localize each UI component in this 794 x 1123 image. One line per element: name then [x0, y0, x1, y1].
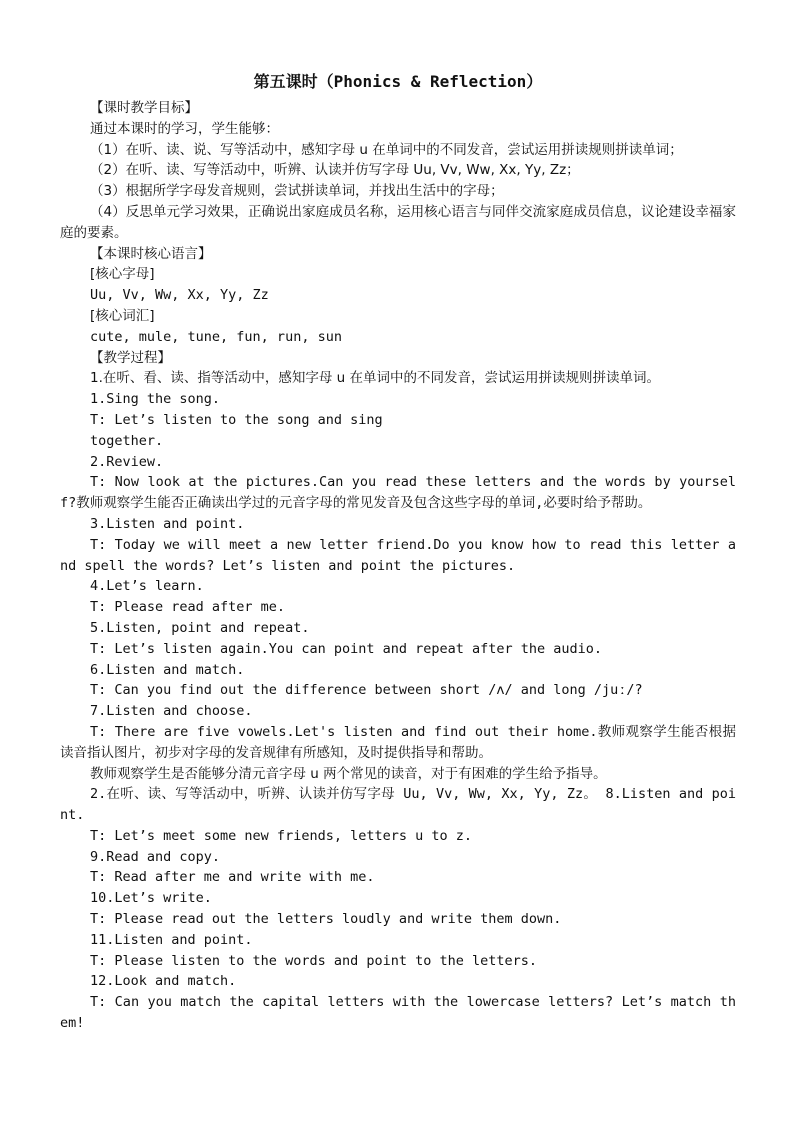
step-7-teacher-line: T: There are five vowels.Let's listen and find out their home.教师观察学生能否根据读音指认图片，初步对字母的发音规律有所感知，及时提供指导和帮助。 [60, 723, 736, 761]
objective-4: （4）反思单元学习效果，正确说出家庭成员名称，运用核心语言与同伴交流家庭成员信息，议论建设幸福家庭的要素。 [60, 203, 736, 241]
core-vocabulary: cute, mule, tune, fun, run, sun [90, 328, 342, 345]
step-5-title: 5.Listen, point and repeat. [90, 619, 310, 636]
core-letters: Uu, Vv, Ww, Xx, Yy, Zz [90, 287, 269, 304]
step-12-title: 12.Look and match. [90, 973, 237, 990]
step-3-teacher-line: T: Today we will meet a new letter friend.Do you know how to read this letter and spell the words? Let’s listen and point the pictures. [60, 536, 736, 574]
section-heading-core-language: 【本课时核心语言】 [90, 245, 212, 262]
step-4-title: 4.Let’s learn. [90, 578, 204, 595]
process-stage-2: 2.在听、读、写等活动中，听辨、认读并仿写字母 Uu, Vv, Ww, Xx, Yy, Zz。 8.Listen and point. [60, 786, 736, 824]
step-1-title: 1.Sing the song. [90, 391, 221, 408]
section-heading-objectives: 【课时教学目标】 [90, 100, 198, 116]
step-2-title: 2.Review. [90, 453, 164, 470]
teacher-observation-note: 教师观察学生是否能够分清元音字母 u 两个常见的读音，对于有困难的学生给予指导。 [90, 765, 607, 782]
section-heading-process: 【教学过程】 [90, 349, 171, 366]
step-8-teacher-line: T: Let’s meet some new friends, letters u to z. [90, 827, 473, 844]
step-1-teacher-line: T: Let’s listen to the song and sing [90, 411, 383, 428]
step-5-teacher-line: T: Let’s listen again.You can point and repeat after the audio. [90, 640, 603, 657]
step-9-teacher-line: T: Read after me and write with me. [90, 869, 375, 886]
step-6-teacher-line: T: Can you find out the difference between short /ʌ/ and long /juː/? [90, 682, 643, 699]
step-7-title: 7.Listen and choose. [90, 703, 253, 720]
step-2-teacher-line: T: Now look at the pictures.Can you read these letters and the words by yourself?教师观察学生能否正确读出学过的元音字母的常见发音及包含这些字母的单词,必要时给予帮助。 [60, 474, 736, 512]
core-letters-label: [核心字母] [90, 266, 155, 283]
step-11-teacher-line: T: Please listen to the words and point to the letters. [90, 952, 538, 969]
process-stage-1: 1.在听、看、读、指等活动中，感知字母 u 在单词中的不同发音，尝试运用拼读规则拼读单词。 [90, 370, 661, 387]
step-12-teacher-line: T: Can you match the capital letters with the lowercase letters? Let’s match them! [60, 994, 736, 1032]
lesson-title: 第五课时（Phonics & Reflection） [253, 72, 543, 91]
objective-2: （2）在听、读、写等活动中，听辨、认读并仿写字母 Uu, Vv, Ww, Xx, Yy, Zz； [90, 162, 580, 179]
step-10-title: 10.Let’s write. [90, 890, 212, 907]
document-page [60, 70, 736, 1034]
objective-1: （1）在听、读、说、写等活动中，感知字母 u 在单词中的不同发音，尝试运用拼读规则拼读单词； [90, 141, 683, 158]
step-6-title: 6.Listen and match. [90, 661, 245, 678]
step-9-title: 9.Read and copy. [90, 848, 221, 865]
step-3-title: 3.Listen and point. [90, 515, 245, 532]
step-10-teacher-line: T: Please read out the letters loudly and write them down. [90, 911, 562, 928]
step-11-title: 11.Listen and point. [90, 931, 253, 948]
step-1-teacher-line-cont: together. [90, 432, 164, 449]
objective-3: （3）根据所学字母发音规则，尝试拼读单词，并找出生活中的字母； [90, 183, 504, 200]
core-vocabulary-label: [核心词汇] [90, 307, 155, 324]
step-4-teacher-line: T: Please read after me. [90, 599, 286, 616]
objectives-intro: 通过本课时的学习，学生能够： [90, 120, 279, 137]
